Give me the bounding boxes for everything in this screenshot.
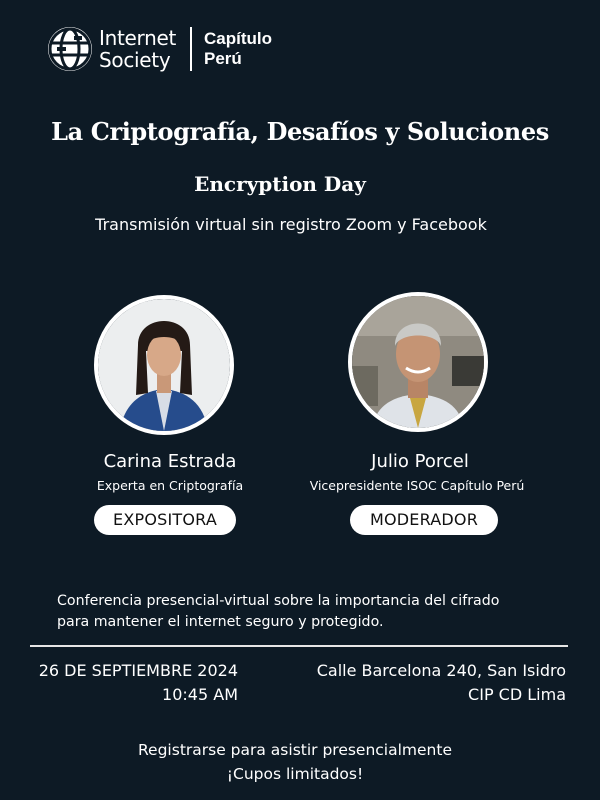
event-title: La Criptografía, Desafíos y Soluciones [51,117,549,146]
moderador-badge: MODERADOR [350,505,498,535]
venue-address: Calle Barcelona 240, San Isidro [316,661,566,680]
description-line2: para mantener el internet seguro y protegido. [57,614,384,630]
streaming-info: Transmisión virtual sin registro Zoom y Facebook [95,215,487,234]
isoc-logo [48,27,272,71]
venue-place: CIP CD Lima [468,685,566,704]
speaker-photo-julio [348,292,488,432]
org-name-line1: Internet [99,26,177,50]
globe-icon [48,27,92,71]
registration-cta [0,738,590,786]
event-date: 26 DE SEPTIEMBRE 2024 [38,661,238,680]
cta-line2: ¡Cupos limitados! [226,765,364,783]
chapter-name [204,29,272,69]
speaker-name: Julio Porcel [371,451,469,472]
speaker-role: Vicepresidente ISOC Capítulo Perú [309,478,525,493]
event-subtitle: Encryption Day [194,172,366,196]
speaker-photo-carina [94,295,234,435]
description-line1: Conferencia presencial-virtual sobre la importancia del cifrado [57,593,500,609]
org-name-line2: Society [99,48,171,72]
event-venue [298,659,566,707]
chapter-line2: Perú [204,49,242,68]
event-description [57,591,541,633]
logo-divider [190,27,192,71]
event-datetime [26,659,238,707]
org-name [99,27,176,71]
section-divider [30,645,568,647]
speaker-role: Experta en Criptografía [96,478,244,493]
expositora-badge: EXPOSITORA [94,505,236,535]
chapter-line1: Capítulo [204,29,273,48]
event-time: 10:45 AM [162,685,238,704]
cta-line1: Registrarse para asistir presencialmente [137,741,452,759]
speaker-name: Carina Estrada [103,451,237,472]
